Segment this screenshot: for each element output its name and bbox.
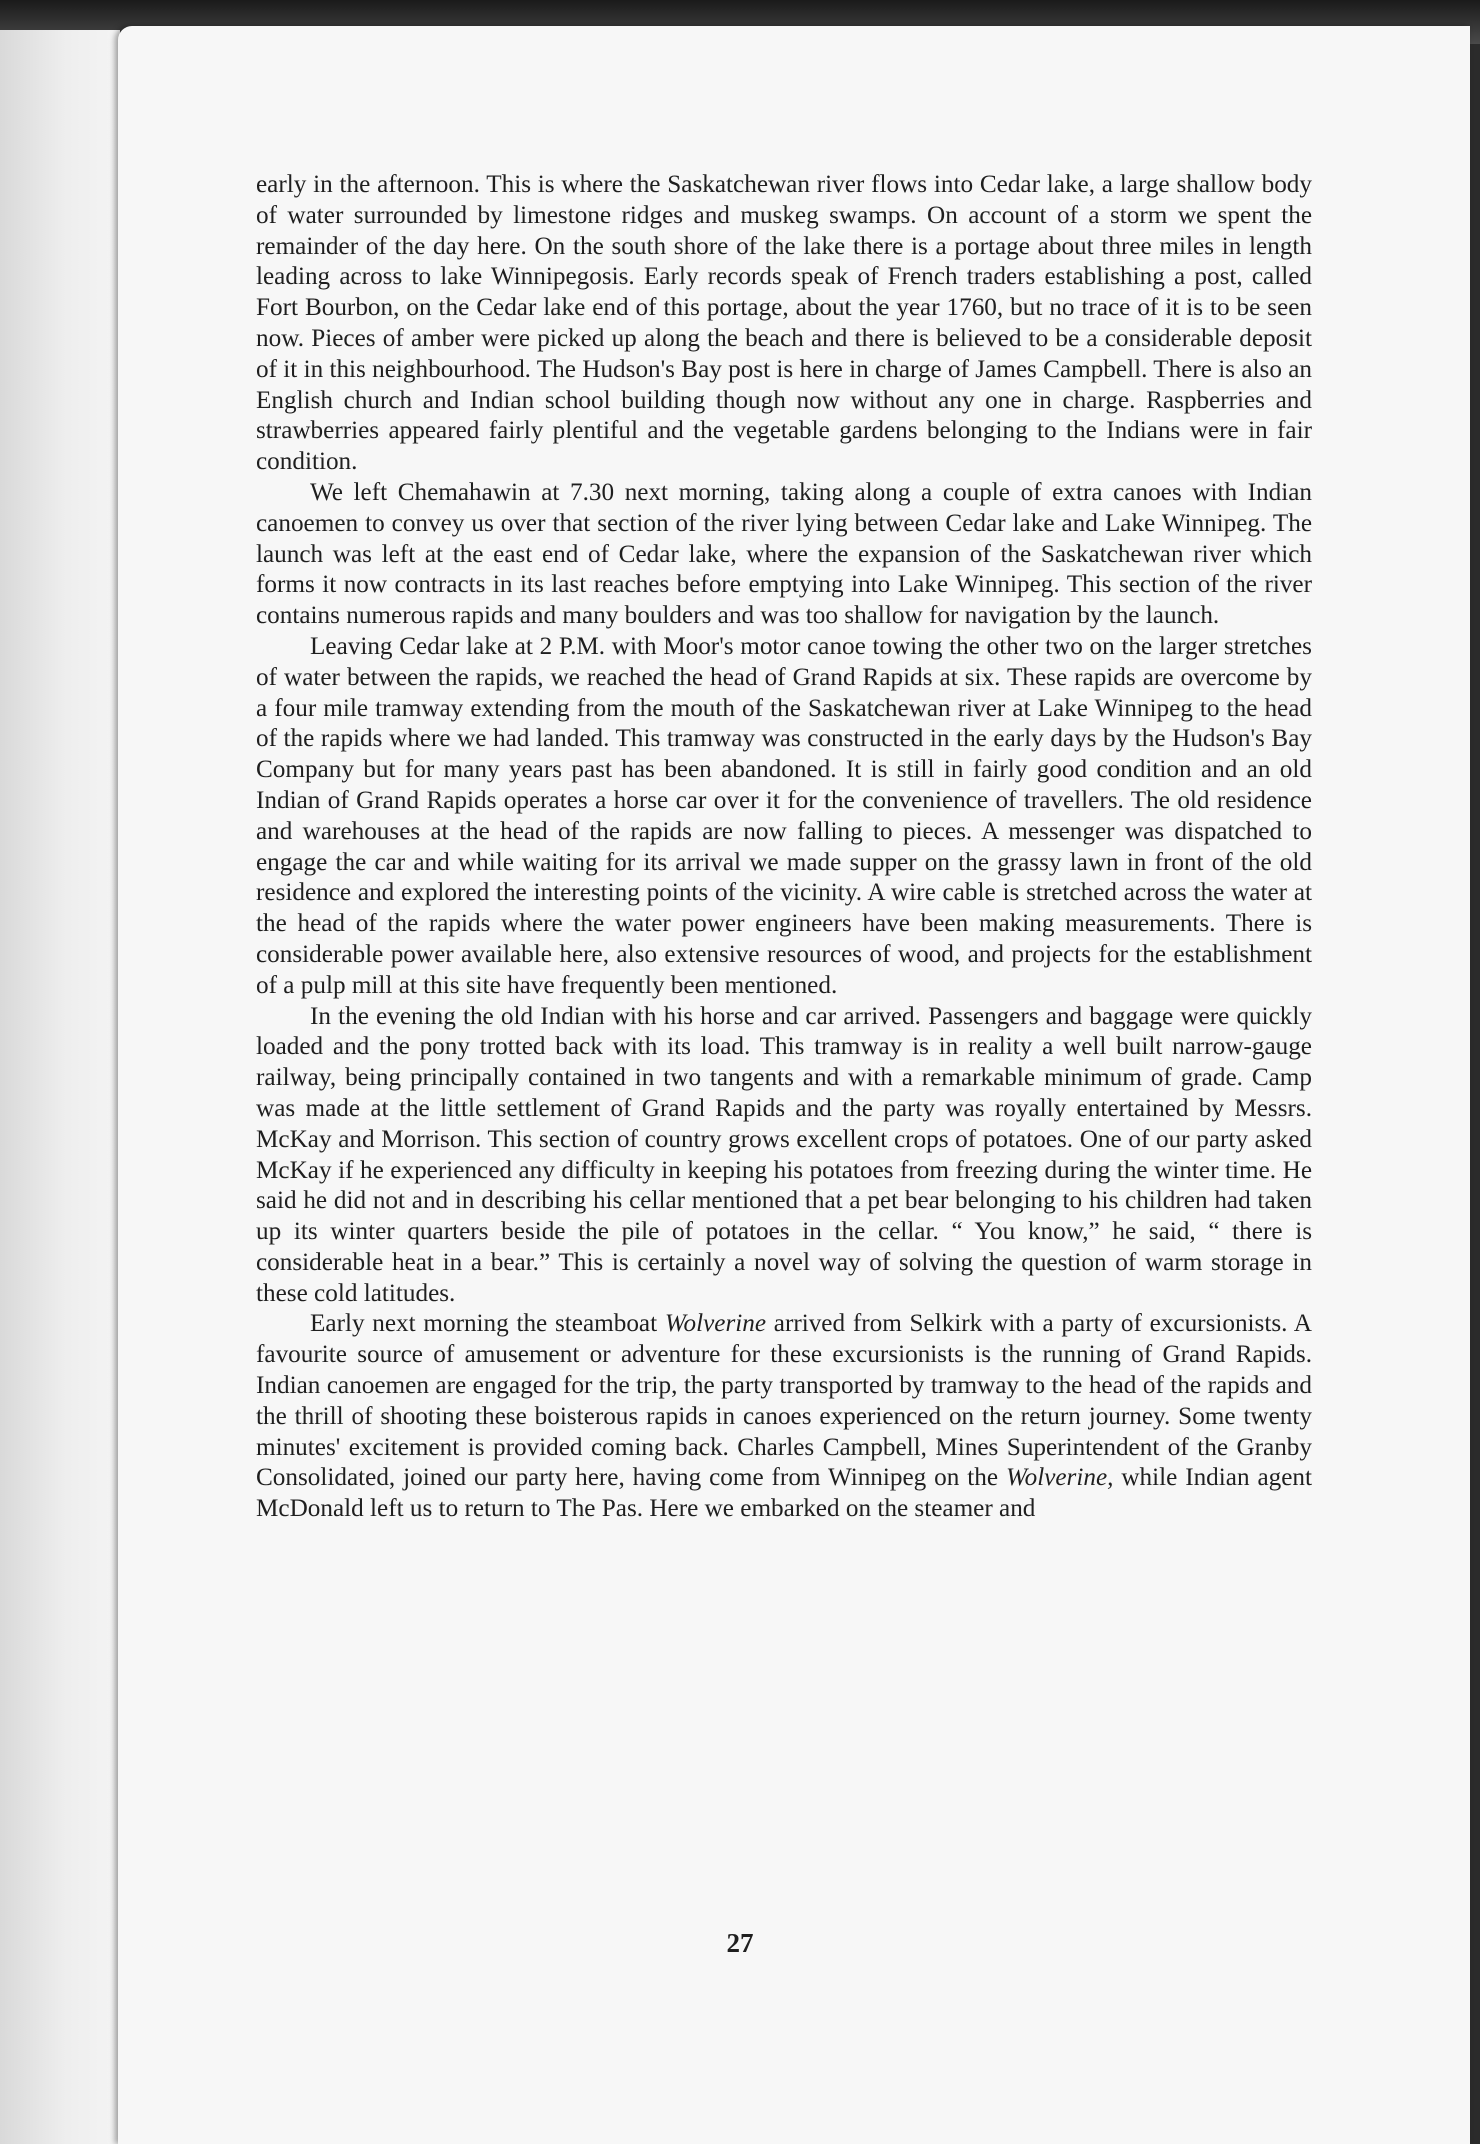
facing-page-edge	[0, 30, 120, 2144]
paragraph	[256, 632, 1312, 1002]
paragraph	[256, 478, 1312, 632]
text-run: arrived from Selkirk with a party of excursionists. A favourite source of amusement or adventure for these excursionists is the running of Grand Rapids. Indian canoemen are engaged for the trip, the party transported by tramway to the head of the rapids and the thrill of shooting these boisterous rapids in canoes experienced on the return journey. Some twenty minutes' excitement is provided coming back. Charles Campbell, Mines Superintendent of the Granby Consolidated, joined our party here, having come from Winnipeg on the	[256, 1310, 1312, 1492]
italic-ship-name: Wolverine	[664, 1310, 767, 1338]
body-text	[256, 170, 1312, 1525]
italic-ship-name: Wolverine,	[1005, 1464, 1114, 1492]
text-run: early in the afternoon. This is where the Saskatchewan river flows into Cedar lake, a large shallow body of water surrounded by limestone ridges and muskeg swamps. On account of a storm we spent the remainder of the day here. On the south shore of the lake there is a portage about three miles in length leading across to lake Winnipegosis. Early records speak of French traders establishing a post, called Fort Bourbon, on the Cedar lake end of this portage, about the year 1760, but no trace of it is to be seen now. Pieces of amber were picked up along the beach and there is believed to be a considerable deposit of it in this neighbourhood. The Hudson's Bay post is here in charge of James Campbell. There is also an English church and Indian school building though now without any one in charge. Raspberries and strawberries appeared fairly plentiful and the vegetable gardens belonging to the Indians were in fair condition.	[256, 171, 1312, 476]
paragraph	[256, 1002, 1312, 1310]
paragraph	[256, 170, 1312, 478]
paragraph	[256, 1309, 1312, 1525]
text-run: In the evening the old Indian with his horse and car arrived. Passengers and baggage were quickly loaded and the pony trotted back with its load. This tramway is in reality a well built narrow-gauge railway, being principally contained in two tangents and with a remarkable minimum of grade. Camp was made at the little settlement of Grand Rapids and the party was royally entertained by Messrs. McKay and Morrison. This section of country grows excellent crops of potatoes. One of our party asked McKay if he experienced any difficulty in keeping his potatoes from freezing during the winter time. He said he did not and in describing his cellar mentioned that a pet bear belonging to his children had taken up its winter quarters beside the pile of potatoes in the cellar. “ You know,” he said, “ there is considerable heat in a bear.” This is certainly a novel way of solving the question of warm storage in these cold latitudes.	[256, 1002, 1312, 1307]
text-run: Leaving Cedar lake at 2 P.M. with Moor's motor canoe towing the other two on the larger stretches of water between the rapids, we reached the head of Grand Rapids at six. These rapids are overcome by a four mile tramway extending from the mouth of the Saskatchewan river at Lake Winnipeg to the head of the rapids where we had landed. This tramway was constructed in the early days by the Hudson's Bay Company but for many years past has been abandoned. It is still in fairly good condition and an old Indian of Grand Rapids operates a horse car over it for the convenience of travellers. The old residence and warehouses at the head of the rapids are now falling to pieces. A messenger was dispatched to engage the car and while waiting for its arrival we made supper on the grassy lawn in front of the old residence and explored the interesting points of the vicinity. A wire cable is stretched across the water at the head of the rapids where the water power engineers have been making measurements. There is considerable power available here, also extensive resources of wood, and projects for the establishment of a pulp mill at this site have frequently been mentioned.	[256, 632, 1312, 999]
text-run: Early next morning the steamboat	[310, 1310, 665, 1338]
page-number: 27	[726, 1928, 754, 1958]
text-run: We left Chemahawin at 7.30 next morning, taking along a couple of extra canoes with Indian canoemen to convey us over that section of the river lying between Cedar lake and Lake Winnipeg. The launch was left at the east end of Cedar lake, where the expansion of the Saskatchewan river which forms it now contracts in its last reaches before emptying into Lake Winnipeg. This section of the river contains numerous rapids and many boulders and was too shallow for navigation by the launch.	[256, 478, 1312, 630]
text-run: while Indian agent McDonald left us to return to The Pas. Here we embarked on the steamer and	[256, 1464, 1312, 1523]
